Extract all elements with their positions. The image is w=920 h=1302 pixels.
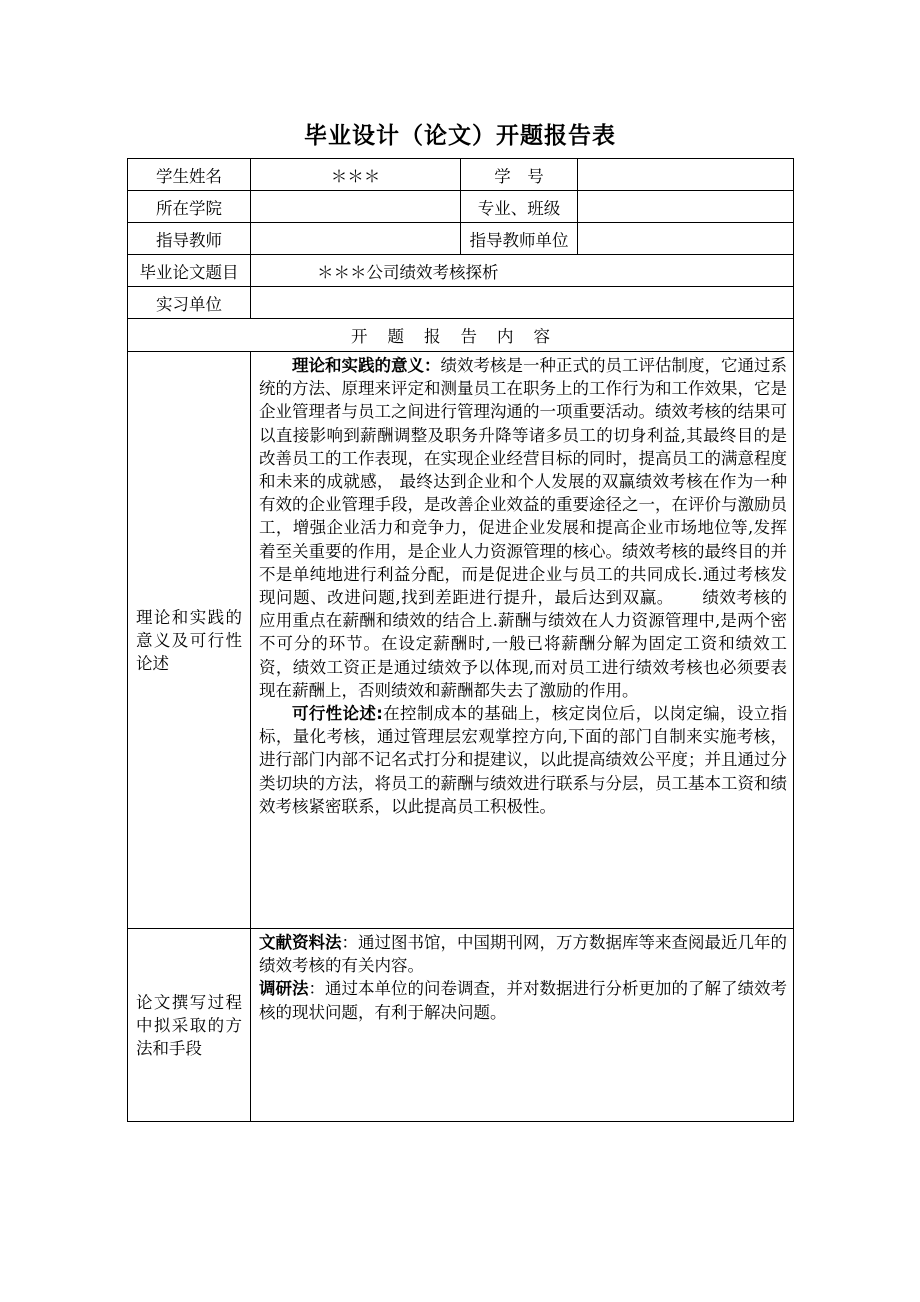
- college-field[interactable]: [251, 191, 461, 223]
- internship-field[interactable]: [251, 287, 794, 319]
- method-literature-heading: 文献资料法: [259, 933, 342, 952]
- feasibility-paragraph: [259, 702, 787, 818]
- row-thesis-title: [128, 255, 794, 287]
- row-methods: [128, 929, 794, 1122]
- method-literature-text: ：通过图书馆，中国期刊网，万方数据库等来查阅最近几年的绩效考核的有关内容。: [259, 933, 787, 976]
- proposal-form-table: [127, 158, 794, 1122]
- student-id-field[interactable]: [578, 159, 794, 191]
- advisor-unit-field[interactable]: [578, 223, 794, 255]
- college-label: 所在学院: [128, 191, 251, 223]
- student-name-field[interactable]: ＊＊＊: [251, 159, 461, 191]
- feasibility-heading: 可行性论述:: [292, 704, 383, 724]
- student-id-label: 学 号: [461, 159, 578, 191]
- method-literature: [259, 931, 787, 977]
- significance-paragraph: [259, 354, 787, 702]
- major-class-field[interactable]: [578, 191, 794, 223]
- section-header: 开题报告内容: [128, 319, 794, 352]
- row-student-name: [128, 159, 794, 191]
- advisor-label: 指导教师: [128, 223, 251, 255]
- method-survey: [259, 977, 787, 1023]
- method-survey-heading: 调研法: [259, 979, 309, 999]
- row-internship: [128, 287, 794, 319]
- major-class-label: 专业、班级: [461, 191, 578, 223]
- methods-label: 论文撰写过程中拟采取的方法和手段: [128, 929, 251, 1122]
- internship-label: 实习单位: [128, 287, 251, 319]
- significance-text-b: 绩效考核的应用重点在薪酬和绩效的结合上.薪酬与绩效在人力资源管理中,是两个密不可分的环节。在设定薪酬时,一般已将薪酬分解为固定工资和绩效工资，绩效工资正是通过绩效予以体现,而对员工进行绩效考核也必须要表现在薪酬上，否则绩效和薪酬都失去了激励的作用。: [259, 588, 788, 700]
- significance-content[interactable]: [251, 352, 794, 929]
- significance-heading: 理论和实践的意义：: [292, 356, 441, 375]
- student-name-label: 学生姓名: [128, 159, 251, 191]
- method-survey-text: ：通过本单位的问卷调查，并对数据进行分析更加的了解了绩效考核的现状问题，有利于解决问题。: [259, 979, 787, 1022]
- advisor-unit-label: 指导教师单位: [461, 223, 578, 255]
- row-section-header: [128, 319, 794, 352]
- thesis-title-label: 毕业论文题目: [128, 255, 251, 287]
- row-advisor: [128, 223, 794, 255]
- document-title: 毕业设计（论文）开题报告表: [304, 123, 616, 149]
- row-college: [128, 191, 794, 223]
- feasibility-text: 在控制成本的基础上，核定岗位后，以岗定编，设立指标，量化考核，通过管理层宏观掌控方向,下面的部门自制来实施考核，进行部门内部不记名式打分和提建议，以此提高绩效公平度；并且通过分类切块的方法，将员工的薪酬与绩效进行联系与分层，员工基本工资和绩效考核紧密联系，以此提高员工积极性。: [259, 704, 787, 816]
- methods-content[interactable]: [251, 929, 794, 1122]
- row-significance: [128, 352, 794, 929]
- thesis-title-field[interactable]: ＊＊＊公司绩效考核探析: [251, 255, 794, 287]
- advisor-field[interactable]: [251, 223, 461, 255]
- significance-text-a: 绩效考核是一种正式的员工评估制度，它通过系统的方法、原理来评定和测量员工在职务上的工作行为和工作效果，它是企业管理者与员工之间进行管理沟通的一项重要活动。绩效考核的结果可以直接影响到薪酬调整及职务升降等诸多员工的切身利益,其最终目的是改善员工的工作表现，在实现企业经营目标的同时，提高员工的满意程度和未来的成就感， 最终达到企业和个人发展的双赢绩效考核在作为一种有效的企业管理手段，是改善企业效益的重要途径之一，在评价与激励员工，增强企业活力和竞争力，促进企业发展和提高企业市场地位等,发挥着至关重要的作用，是企业人力资源管理的核心。绩效考核的最终目的并不是单纯地进行利益分配，而是促进企业与员工的共同成长.通过考核发现问题、改进问题,找到差距进行提升，最后达到双赢。: [259, 356, 787, 608]
- significance-label: 理论和实践的意义及可行性论述: [128, 352, 251, 929]
